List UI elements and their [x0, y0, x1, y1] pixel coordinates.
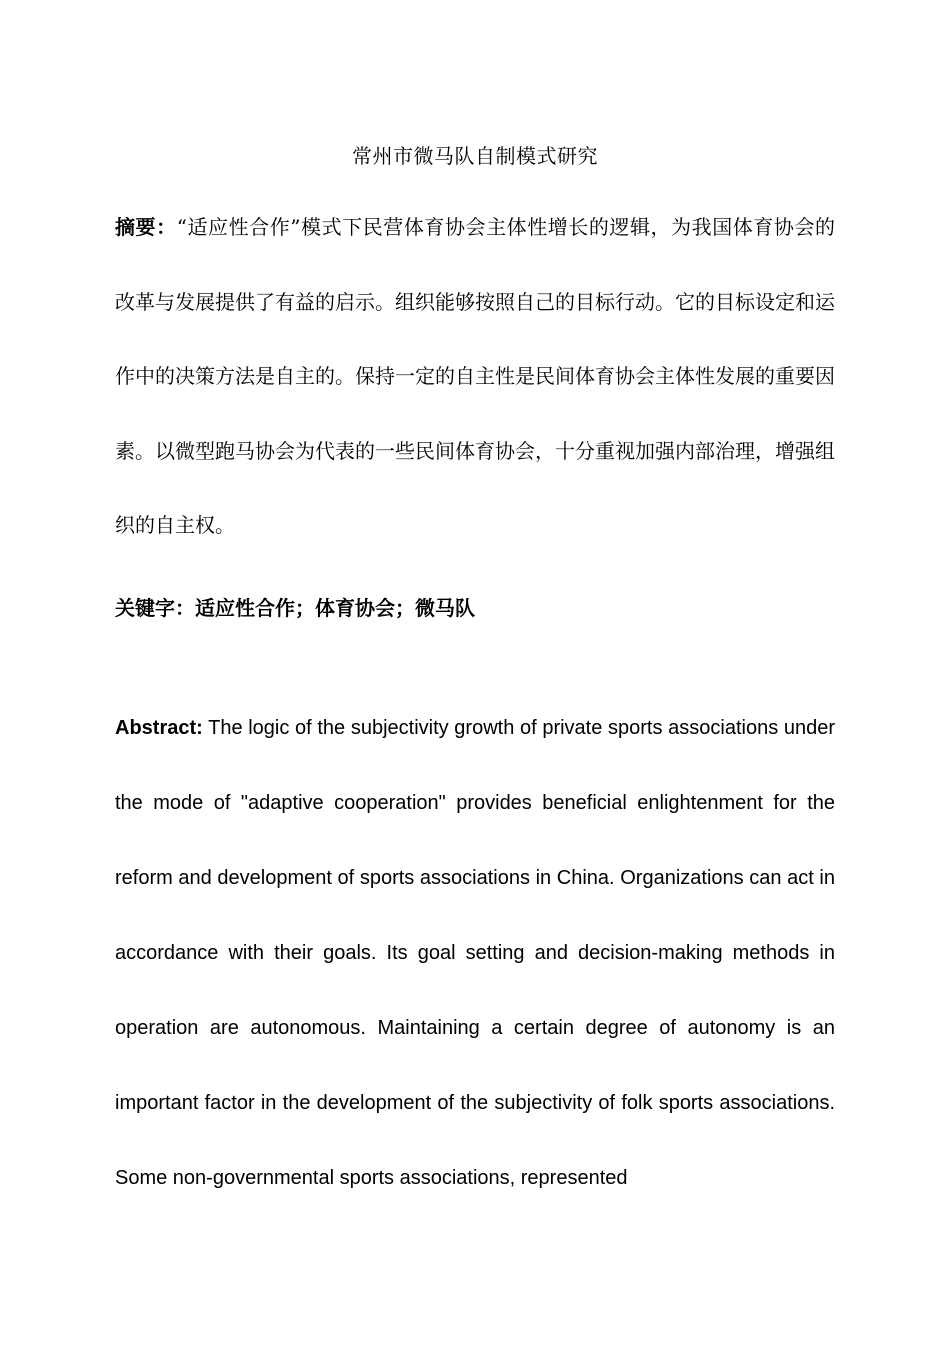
chinese-abstract-text: “适应性合作”模式下民营体育协会主体性增长的逻辑，为我国体育协会的改革与发展提供了有益的启示。组织能够按照自己的目标行动。它的目标设定和运作中的决策方法是自主的。保持一定的自主性是民间体育协会主体性发展的重要因素。以微型跑马协会为代表的一些民间体育协会，十分重视加强内部治理，增强组织的自主权。	[115, 215, 836, 537]
keywords-text: 适应性合作；体育协会；微马队	[195, 596, 475, 620]
keywords	[115, 594, 835, 622]
document-title: 常州市微马队自制模式研究	[352, 144, 598, 168]
english-abstract	[115, 691, 835, 1216]
keywords-label: 关键字：	[115, 596, 195, 620]
english-abstract-text: The logic of the subjectivity growth of private sports associations under the mode of "adaptive cooperation" provides beneficial enlightenment for the reform and development of sports associations in China. Organizations can act in accordance with their goals. Its goal setting and decision-making methods in operation are autonomous. Maintaining a certain degree of autonomy is an important factor in the development of the subjectivity of folk sports associations. Some non-governmental sports associations, represented	[115, 717, 836, 1189]
chinese-abstract	[115, 190, 835, 563]
chinese-abstract-label: 摘要：	[115, 215, 177, 239]
english-abstract-label: Abstract:	[115, 717, 203, 739]
